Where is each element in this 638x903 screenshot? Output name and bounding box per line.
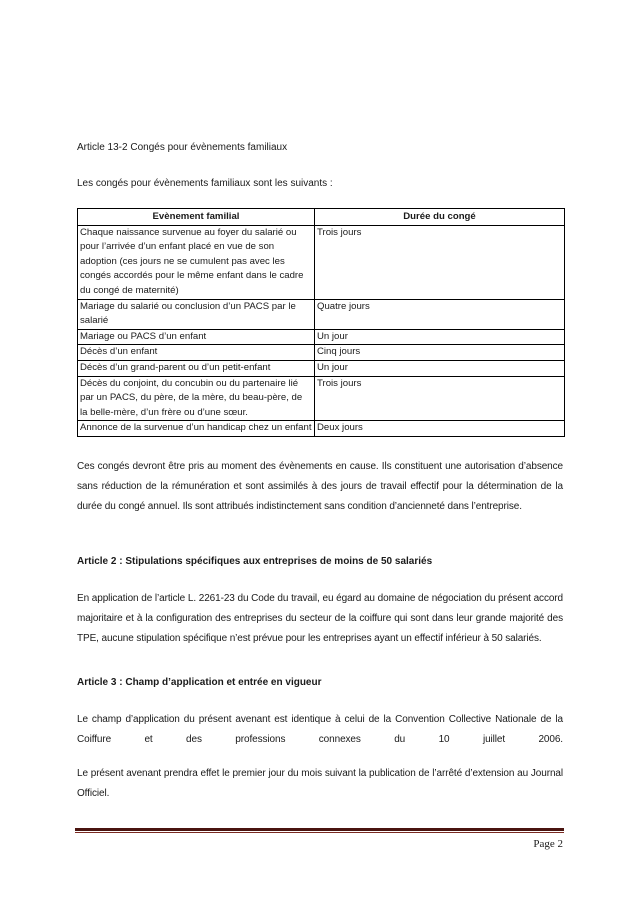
duration-cell: Quatre jours	[315, 299, 565, 329]
table-header-event: Evènement familial	[78, 209, 315, 226]
article-3-body-2: Le présent avenant prendra effet le premier jour du mois suivant la publication de l’arrêté d’extension au Journal Officiel.	[77, 768, 563, 799]
page-number: Page 2	[533, 838, 563, 850]
article-2-body: En application de l’article L. 2261-23 du Code du travail, eu égard au domaine de négociation du présent accord majoritaire et à la configuration des entreprises du secteur de la coiffure qui sont dans leur grande majorité des TPE, aucune stipulation spécifique n’est prévue pour les entreprises ayant un effectif inférieur à 50 salariés.	[77, 593, 563, 644]
table-header-duration: Durée du congé	[315, 209, 565, 226]
duration-cell: Un jour	[315, 360, 565, 376]
event-cell: Annonce de la survenue d’un handicap chez un enfant	[78, 421, 315, 437]
event-cell: Mariage du salarié ou conclusion d’un PACS par le salarié	[78, 299, 315, 329]
duration-cell: Trois jours	[315, 376, 565, 421]
table-row	[78, 299, 565, 329]
table-row	[78, 360, 565, 376]
event-cell: Décès d’un grand-parent ou d’un petit-enfant	[78, 360, 315, 376]
table-row	[78, 376, 565, 421]
duration-cell: Deux jours	[315, 421, 565, 437]
article-3-title: Article 3 : Champ d’application et entrée en vigueur	[77, 677, 322, 688]
table-row	[78, 225, 565, 299]
event-cell: Chaque naissance survenue au foyer du salarié ou pour l’arrivée d’un enfant placé en vue de son adoption (ces jours ne se cumulent pas avec les congés accordés pour le même enfant dans le cadre du congé de maternité)	[78, 225, 315, 299]
duration-cell: Un jour	[315, 329, 565, 345]
table-row	[78, 421, 565, 437]
article-13-2-intro: Les congés pour évènements familiaux sont les suivants :	[77, 178, 333, 189]
article-2-title: Article 2 : Stipulations spécifiques aux entreprises de moins de 50 salariés	[77, 556, 433, 567]
article-13-2-closing: Ces congés devront être pris au moment des évènements en cause. Ils constituent une autorisation d’absence sans réduction de la rémunération et sont assimilés à des jours de travail effectif pour la détermination de la durée du congé annuel. Ils sont attribués indistinctement sans condition d’ancienneté dans l’entreprise.	[77, 461, 563, 512]
table-row	[78, 345, 565, 361]
article-13-2-title: Article 13-2 Congés pour évènements familiaux	[77, 142, 288, 153]
event-cell: Décès d’un enfant	[78, 345, 315, 361]
article-3-body-1: Le champ d’application du présent avenant est identique à celui de la Convention Collective Nationale de la Coiffure et des professions connexes du 10 juillet 2006.	[77, 714, 563, 745]
duration-cell: Trois jours	[315, 225, 565, 299]
event-cell: Mariage ou PACS d’un enfant	[78, 329, 315, 345]
event-cell: Décès du conjoint, du concubin ou du partenaire lié par un PACS, du père, de la mère, du beau-père, de la belle-mère, d’un frère ou d’une sœur.	[78, 376, 315, 421]
footer-rule	[75, 828, 564, 831]
duration-cell: Cinq jours	[315, 345, 565, 361]
table-header-row	[78, 209, 565, 226]
table-row	[78, 329, 565, 345]
family-leave-table	[77, 208, 565, 437]
